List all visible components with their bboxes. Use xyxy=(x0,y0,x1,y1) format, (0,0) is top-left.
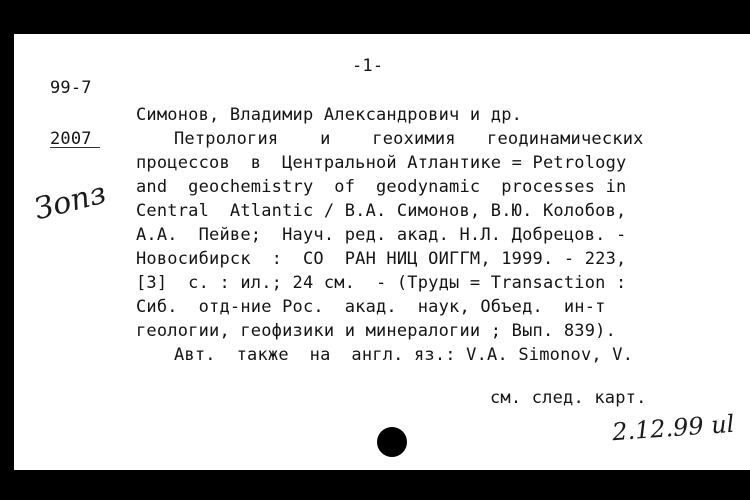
page-number: -1- xyxy=(352,56,384,76)
body-line: Петрология и геохимия геодинамических xyxy=(174,129,644,149)
body-line: Сиб. отд-ние Рос. акад. наук, Объед. ин-т xyxy=(136,297,606,317)
handwritten-margin-note: Зопз xyxy=(30,175,110,228)
catalog-card xyxy=(14,34,750,470)
body-line: процессов в Центральной Атлантике = Petrology xyxy=(136,153,627,173)
body-line: Авт. также на англ. яз.: V.A. Simonov, V. xyxy=(174,345,634,365)
body-line: Новосибирск : СО РАН НИЦ ОИГГМ, 1999. - 223, xyxy=(136,249,627,269)
body-line: and geochemistry of geodynamic processes in xyxy=(136,177,627,197)
body-line: геологии, геофизики и минералогии ; Вып. 839). xyxy=(136,321,617,341)
body-line: [3] с. : ил.; 24 см. - (Труды = Transaction : xyxy=(136,273,627,293)
call-number-top: 99-7 xyxy=(50,78,92,98)
body-line: А.А. Пейве; Науч. ред. акад. Н.Л. Добрецов. - xyxy=(136,225,627,245)
call-number-bottom: 2007 xyxy=(50,129,92,149)
continuation-note: см. след. карт. xyxy=(490,388,647,408)
body-line: Central Atlantic / В.А. Симонов, В.Ю. Колобов, xyxy=(136,201,627,221)
handwritten-date: 2.12.99 ul xyxy=(611,409,736,447)
punch-hole xyxy=(377,427,407,457)
author-line: Симонов, Владимир Александрович и др. xyxy=(136,105,523,125)
